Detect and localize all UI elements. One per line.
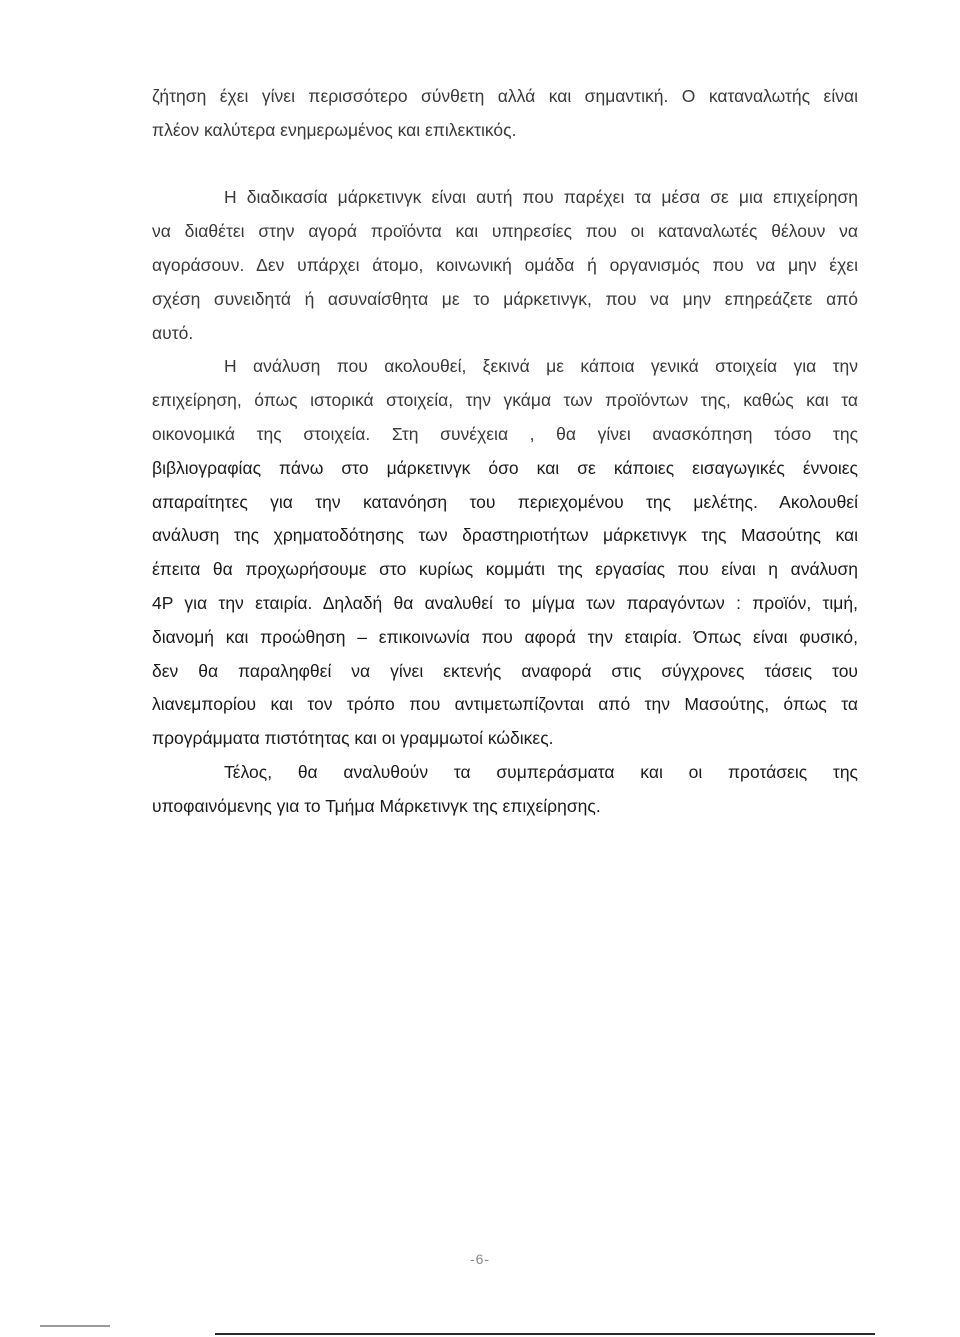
- text-line: υποφαινόμενης για το Τμήμα Μάρκετινγκ της επιχείρησης.: [152, 795, 601, 816]
- text-line: απαραίτητες για την κατανόηση του περιεχομένου της μελέτης. Ακολουθεί: [152, 491, 858, 512]
- text-line: να διαθέτει στην αγορά προϊόντα και υπηρεσίες που οι καταναλωτές θέλουν να: [152, 221, 858, 242]
- bottom-rule: [215, 1333, 875, 1335]
- text-line: Τέλος, θα αναλυθούν τα συμπεράσματα και οι προτάσεις της: [224, 761, 858, 782]
- body-text: [152, 80, 858, 824]
- text-line: Η διαδικασία μάρκετινγκ είναι αυτή που παρέχει τα μέσα σε μια επιχείρηση: [224, 187, 858, 208]
- text-line: επιχείρηση, όπως ιστορικά στοιχεία, την γκάμα των προϊόντων της, καθώς και τα: [152, 390, 858, 411]
- text-line: διανομή και προώθηση – επικοινωνία που αφορά την εταιρία. Όπως είναι φυσικό,: [152, 626, 858, 647]
- text-line: πλέον καλύτερα ενημερωμένος και επιλεκτικός.: [152, 119, 517, 140]
- page-number: -6-: [469, 1251, 491, 1267]
- blank-line: [152, 148, 858, 182]
- text-line: οικονομικά της στοιχεία. Στη συνέχεια , θα γίνει ανασκόπηση τόσο της: [152, 423, 858, 444]
- text-line: βιβλιογραφίας πάνω στο μάρκετινγκ όσο και σε κάποιες εισαγωγικές έννοιες: [152, 457, 858, 478]
- text-line: ζήτηση έχει γίνει περισσότερο σύνθετη αλλά και σημαντική. Ο καταναλωτής είναι: [152, 86, 858, 106]
- text-line: δεν θα παραληφθεί να γίνει εκτενής αναφορά στις σύγχρονες τάσεις του: [152, 660, 858, 681]
- text-line: σχέση συνειδητά ή ασυναίσθητα με το μάρκετινγκ, που να μην επηρεάζετε από: [152, 288, 858, 309]
- text-line: λιανεμπορίου και τον τρόπο που αντιμετωπίζονται από την Μασούτης, όπως τα: [152, 694, 858, 715]
- text-line: έπειτα θα προχωρήσουμε στο κυρίως κομμάτι της εργασίας που είναι η ανάλυση: [152, 559, 858, 580]
- text-line: ανάλυση της χρηματοδότησης των δραστηριοτήτων μάρκετινγκ της Μασούτης και: [152, 525, 858, 546]
- text-line: αγοράσουν. Δεν υπάρχει άτομο, κοινωνική ομάδα ή οργανισμός που να μην έχει: [152, 254, 858, 275]
- text-line: Η ανάλυση που ακολουθεί, ξεκινά με κάποια γενικά στοιχεία για την: [224, 356, 858, 377]
- text-line: 4Ρ για την εταιρία. Δηλαδή θα αναλυθεί το μίγμα των παραγόντων : προϊόν, τιμή,: [152, 592, 858, 613]
- text-line: αυτό.: [152, 322, 194, 343]
- scan-edge-mark: [40, 1325, 110, 1327]
- text-line: προγράμματα πιστότητας και οι γραμμωτοί κώδικες.: [152, 728, 554, 749]
